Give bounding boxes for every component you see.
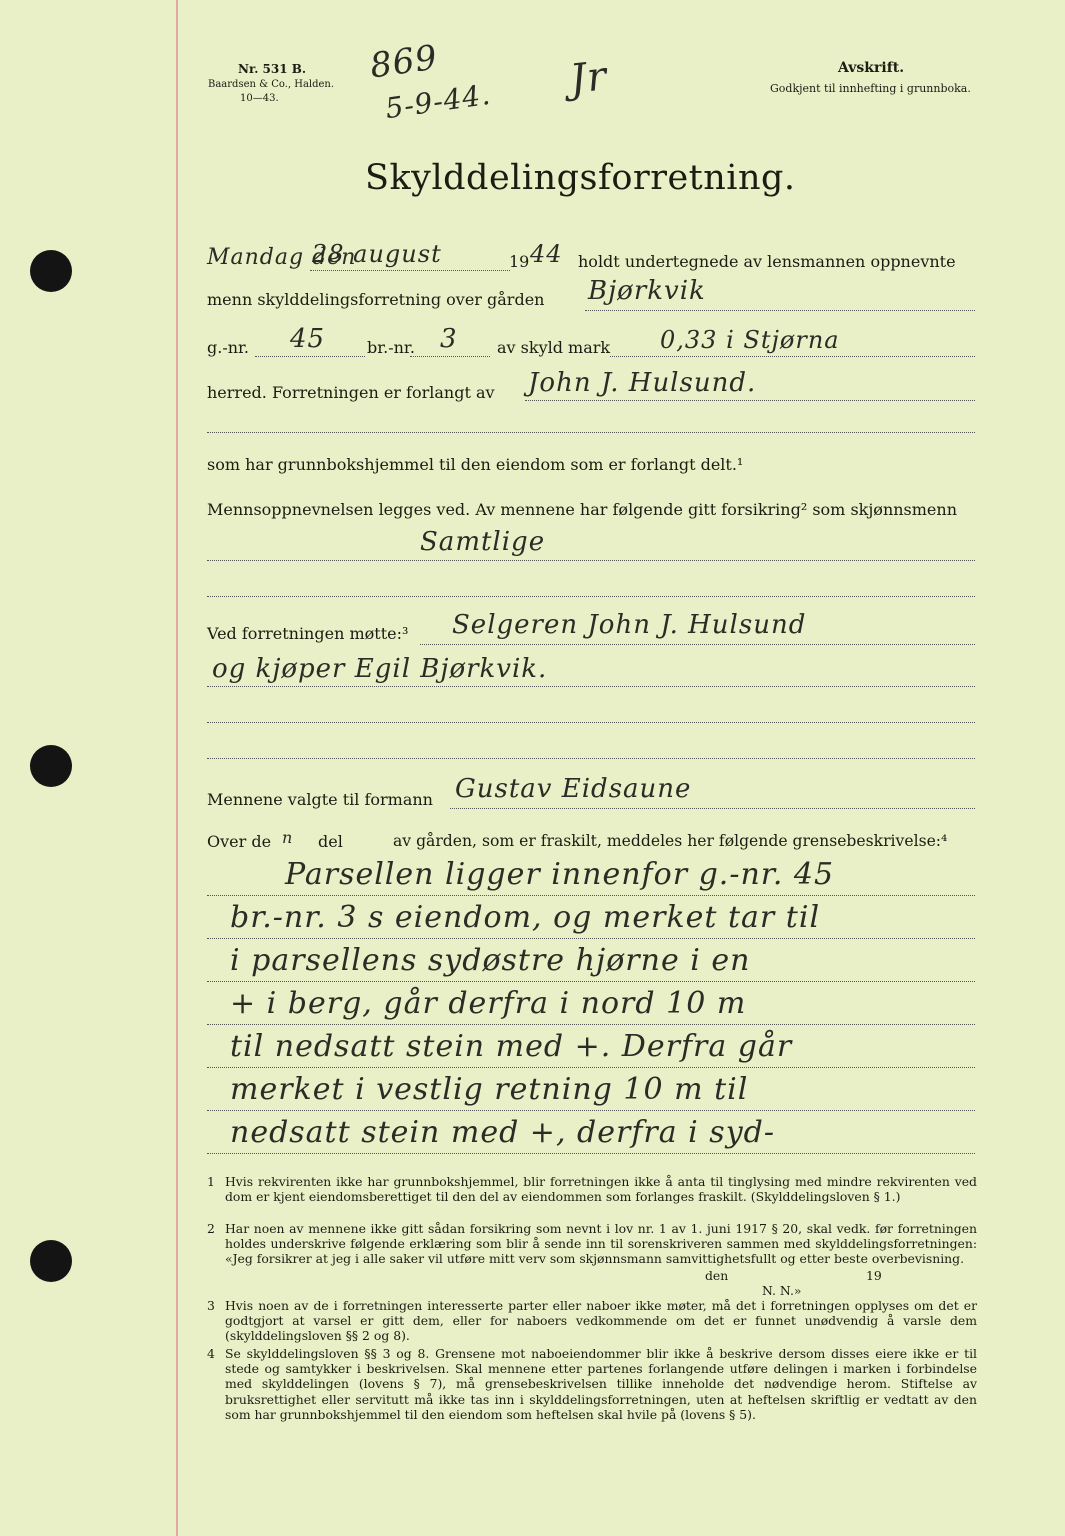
description-line: nedsatt stein med +, derfra i syd- xyxy=(230,1115,775,1150)
gnr-value: 45 xyxy=(290,324,326,354)
description-line: br.-nr. 3 s eiendom, og merket tar til xyxy=(230,900,821,935)
footnote-text: Hvis noen av de i forretningen interesserte parter eller naboer ikke møter, må det i forretningen opplyses om det er godtgjort at varsel er gitt dem, eller for naboers vedkommende om det er funnet unødvendig å varsle dem (skylddelingsloven §§ 2 og 8). xyxy=(225,1298,977,1344)
approval-note: Godkjent til innhefting i grunnboka. xyxy=(770,82,971,95)
footnote-4 xyxy=(207,1346,977,1422)
attendees-label: Ved forretningen møtte:³ xyxy=(207,624,409,643)
attendees-underline-1 xyxy=(420,644,975,645)
footnote-number: 1 xyxy=(207,1174,215,1189)
description-rule xyxy=(207,981,975,982)
description-rule xyxy=(207,1024,975,1025)
footnote-1 xyxy=(207,1174,977,1204)
attendees-handwritten-1: Selgeren John J. Hulsund xyxy=(452,610,807,640)
punch-hole xyxy=(30,745,72,787)
boundary-label-2: del xyxy=(318,832,343,851)
description-line: i parsellens sydøstre hjørne i en xyxy=(230,943,751,978)
description-rule xyxy=(207,938,975,939)
printer-name: Baardsen & Co., Halden. xyxy=(208,79,335,90)
avskrift-label: Avskrift. xyxy=(838,60,905,76)
requester-handwritten: John J. Hulsund. xyxy=(528,368,757,398)
boundary-label-1: Over de xyxy=(207,832,272,851)
appraisers-handwritten: Samtlige xyxy=(420,527,546,557)
skyld-value: 0,33 i Stjørna xyxy=(660,326,840,354)
footnote-text: Se skylddelingsloven §§ 3 og 8. Grensene mot naboeiendommer blir ikke å beskrive dersom disses eiere ikke er til stede og samtykker i beskrivelsen. Skal mennene etter partenes forlangende utføre delingen i marken i forbindelse med skylddelingen (lovens § 7), må grensebeskrivelsen tillike inneholde det nødvendige herom. Stiftelse av bruksrettighet eller servitutt må ikke tas inn i skylddelingsforretningen, uten at heftelsen skriftlig er vedtatt av den som har grunnbokshjemmel til den eiendom som heftelsen skal hvile på (lovens § 5). xyxy=(225,1346,977,1422)
appraisers-underline xyxy=(207,560,975,561)
attendees-handwritten-2: og kjøper Egil Bjørkvik. xyxy=(212,654,548,684)
attendees-underline-2 xyxy=(207,686,975,687)
footnote-2-year: 19 xyxy=(866,1268,882,1283)
printer-date: 10—43. xyxy=(240,93,279,104)
margin-line xyxy=(176,0,178,1536)
line-6-text: Mennsoppnevnelsen legges ved. Av mennene har følgende gitt forsikring² som skjønnsmenn xyxy=(207,500,958,519)
chairman-label: Mennene valgte til formann xyxy=(207,790,433,809)
year-prefix: 19 xyxy=(509,252,530,271)
footnote-text: Hvis rekvirenten ikke har grunnbokshjemmel, blir forretningen ikke å anta til tinglysing med mindre rekvirenten ved dom er kjent eiendomsberettiget til den del av eiendommen som forlanges fraskilt. (Skylddelingsloven § 1.) xyxy=(225,1174,977,1205)
description-rule xyxy=(207,895,975,896)
chairman-underline xyxy=(450,808,975,809)
line-1-text: holdt undertegnede av lensmannen oppnevnte xyxy=(578,252,956,271)
skyld-underline xyxy=(610,356,975,357)
part-handwritten: n xyxy=(282,828,294,847)
document-title: Skylddelingsforretning. xyxy=(365,158,796,198)
footnote-number: 2 xyxy=(207,1221,215,1236)
year-handwritten: 44 xyxy=(530,240,563,268)
description-rule xyxy=(207,1153,975,1154)
boundary-label-3: av gården, som er fraskilt, meddeles her følgende grensebeskrivelse:⁴ xyxy=(393,832,948,850)
farm-name-handwritten: Bjørkvik xyxy=(588,276,706,306)
brnr-label: br.-nr. xyxy=(367,338,415,357)
footnote-3 xyxy=(207,1298,977,1344)
footnote-number: 4 xyxy=(207,1346,215,1361)
description-line: merket i vestlig retning 10 m til xyxy=(230,1072,749,1107)
blank-line xyxy=(207,432,975,433)
blank-line xyxy=(207,758,975,759)
punch-hole xyxy=(30,1240,72,1282)
description-line: Parsellen ligger innenfor g.-nr. 45 xyxy=(285,857,835,892)
footnote-2-signature: N. N.» xyxy=(762,1283,802,1298)
line-4-text: herred. Forretningen er forlangt av xyxy=(207,383,495,402)
description-rule xyxy=(207,1067,975,1068)
date-handwritten: 28 august xyxy=(312,240,442,268)
handwritten-date: 5-9-44. xyxy=(383,77,493,126)
gnr-underline xyxy=(255,356,365,357)
brnr-underline xyxy=(410,356,490,357)
brnr-value: 3 xyxy=(440,324,458,354)
footnote-2-den: den xyxy=(705,1268,729,1283)
blank-line xyxy=(207,722,975,723)
stamp-number: 869 xyxy=(367,37,441,87)
gnr-label: g.-nr. xyxy=(207,338,250,357)
blank-line xyxy=(207,596,975,597)
footnote-2 xyxy=(207,1221,977,1267)
form-number: Nr. 531 B. xyxy=(238,62,307,76)
footnote-text: Har noen av mennene ikke gitt sådan forsikring som nevnt i lov nr. 1 av 1. juni 1917 § 20, skal vedk. før forretningen holdes underskrive følgende erklæring som blir å sende inn til sorenskriveren sammen med skylddelingsforretningen: «Jeg forsikrer at jeg i alle saker vil utføre mitt verv som skjønnsmann samvittighetsfullt og etter beste overbevisning. xyxy=(225,1221,977,1267)
handwritten-initials: Jr xyxy=(567,53,610,103)
description-line: til nedsatt stein med +. Derfra går xyxy=(230,1029,793,1064)
chairman-handwritten: Gustav Eidsaune xyxy=(455,774,692,804)
line-5-text: som har grunnbokshjemmel til den eiendom som er forlangt delt.¹ xyxy=(207,455,744,474)
requester-underline xyxy=(525,400,975,401)
line-2-text: menn skylddelingsforretning over gården xyxy=(207,290,545,309)
description-line: + i berg, går derfra i nord 10 m xyxy=(230,986,747,1021)
skyld-label: av skyld mark xyxy=(497,338,611,357)
punch-hole xyxy=(30,250,72,292)
footnote-number: 3 xyxy=(207,1298,215,1313)
farm-underline xyxy=(585,310,975,311)
weekday-handwritten: Mandag den xyxy=(207,245,357,270)
description-rule xyxy=(207,1110,975,1111)
date-underline xyxy=(310,270,510,271)
